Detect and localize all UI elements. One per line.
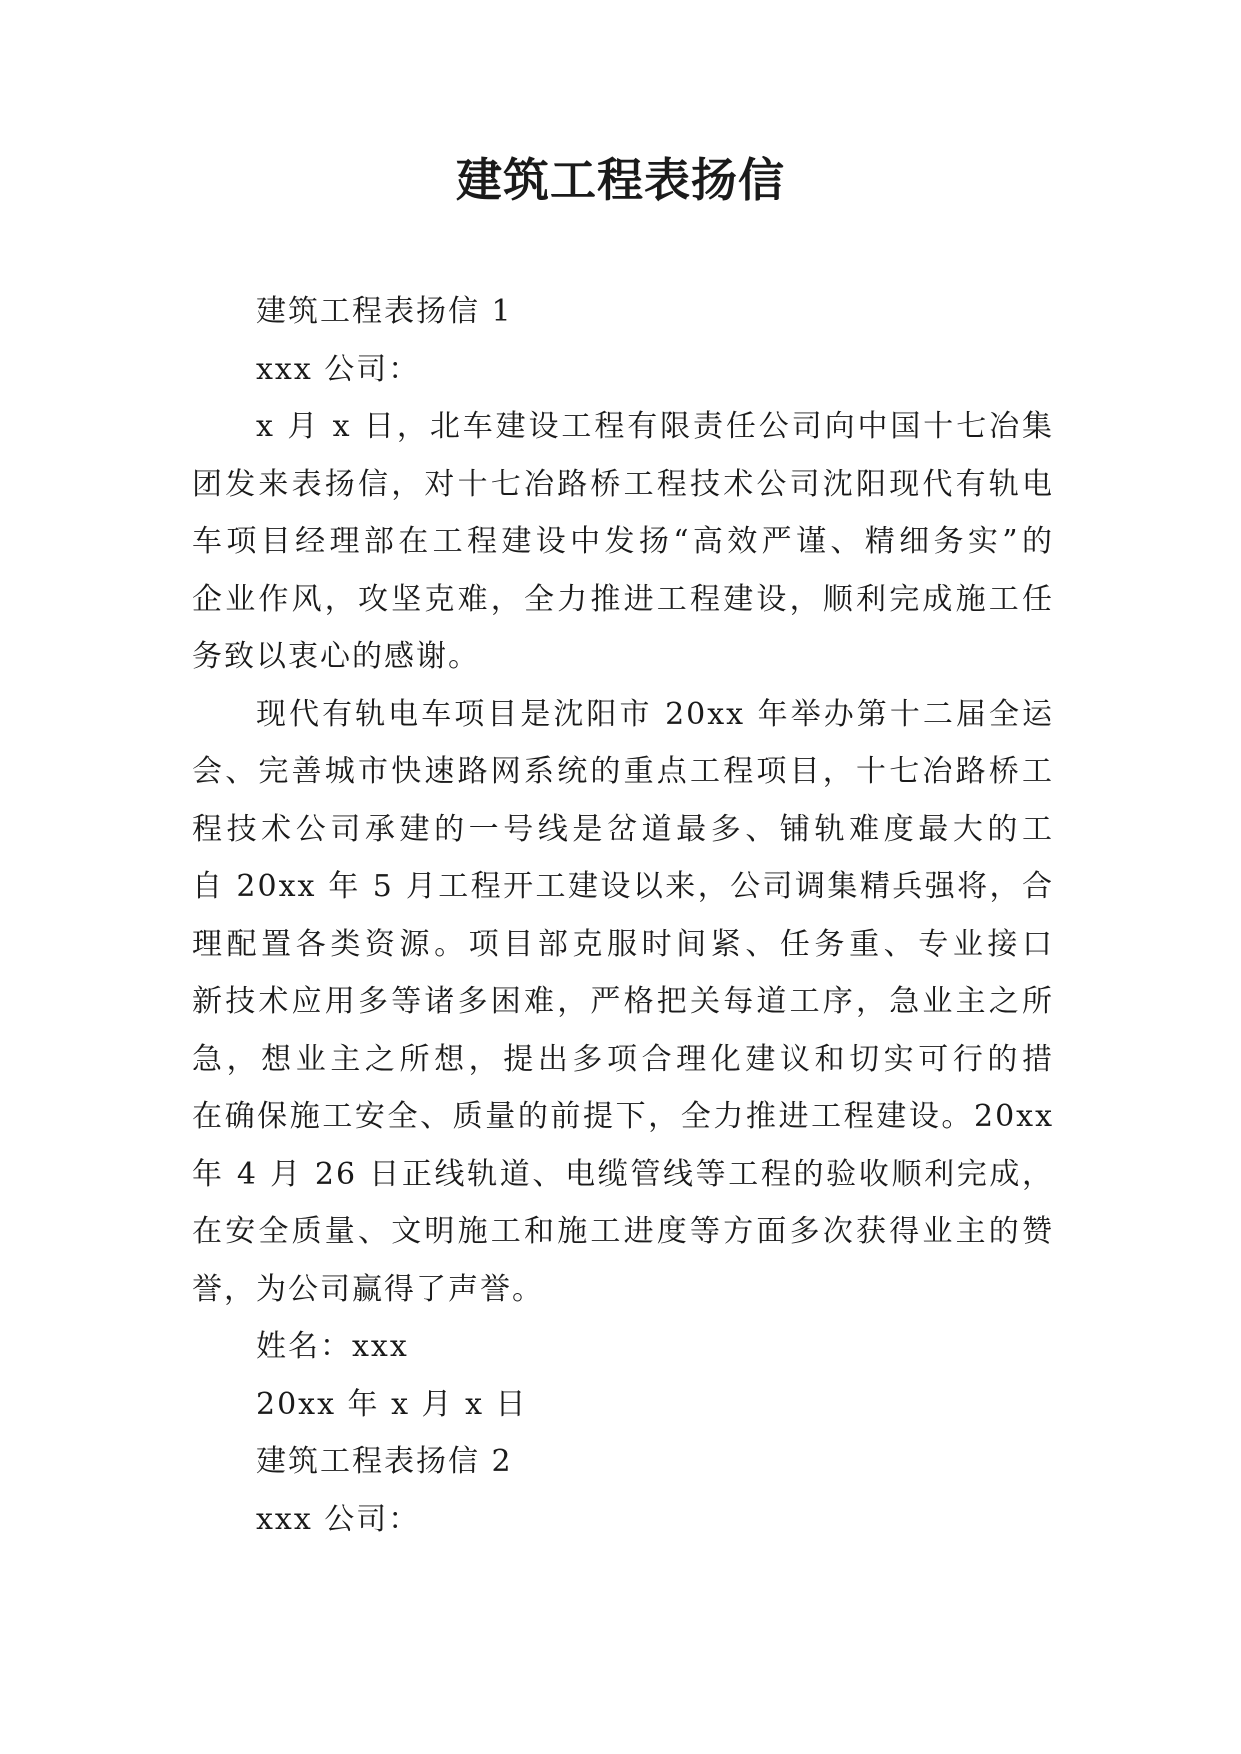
body-line: 建筑工程表扬信 2 [256,1444,513,1479]
body-line: x 月 x 日，北车建设工程有限责任公司向中国十七冶集 [256,409,1054,444]
document-body [192,283,1054,1548]
body-line: 企业作风，攻坚克难，全力推进工程建设，顺利完成施工任 [192,581,1054,617]
body-line: 会、完善城市快速路网系统的重点工程项目，十七冶路桥工 [192,754,1054,789]
body-line: 务致以衷心的感谢。 [192,639,480,674]
body-line: 程技术公司承建的一号线是岔道最多、铺轨难度最大的工 [192,811,1054,847]
body-line: 姓名：xxx [256,1329,409,1364]
body-line: 自 20xx 年 5 月工程开工建设以来，公司调集精兵强将，合 [192,869,1054,904]
body-line: xxx 公司： [256,1501,421,1537]
body-line: 团发来表扬信，对十七冶路桥工程技术公司沈阳现代有轨电 [192,466,1054,502]
body-line: 20xx 年 x 月 x 日 [256,1386,528,1422]
body-line: 理配置各类资源。项目部克服时间紧、任务重、专业接口 [192,926,1054,962]
body-line: 年 4 月 26 日正线轨道、电缆管线等工程的验收顺利完成， [192,1156,1054,1192]
body-line: xxx 公司： [256,351,421,387]
body-line: 新技术应用多等诸多困难，严格把关每道工序，急业主之所 [192,984,1054,1019]
body-line: 急，想业主之所想，提出多项合理化建议和切实可行的措 [192,1041,1054,1077]
body-line: 在安全质量、文明施工和施工进度等方面多次获得业主的赞 [192,1214,1054,1249]
body-line: 建筑工程表扬信 1 [256,294,513,329]
body-line: 现代有轨电车项目是沈阳市 20xx 年举办第十二届全运 [256,696,1054,732]
body-line: 在确保施工安全、质量的前提下，全力推进工程建设。20xx [192,1099,1054,1134]
document-title: 建筑工程表扬信 [456,153,785,207]
body-line: 誉，为公司赢得了声誉。 [192,1271,544,1307]
body-line: 车项目经理部在工程建设中发扬“高效严谨、精细务实”的 [192,524,1054,559]
